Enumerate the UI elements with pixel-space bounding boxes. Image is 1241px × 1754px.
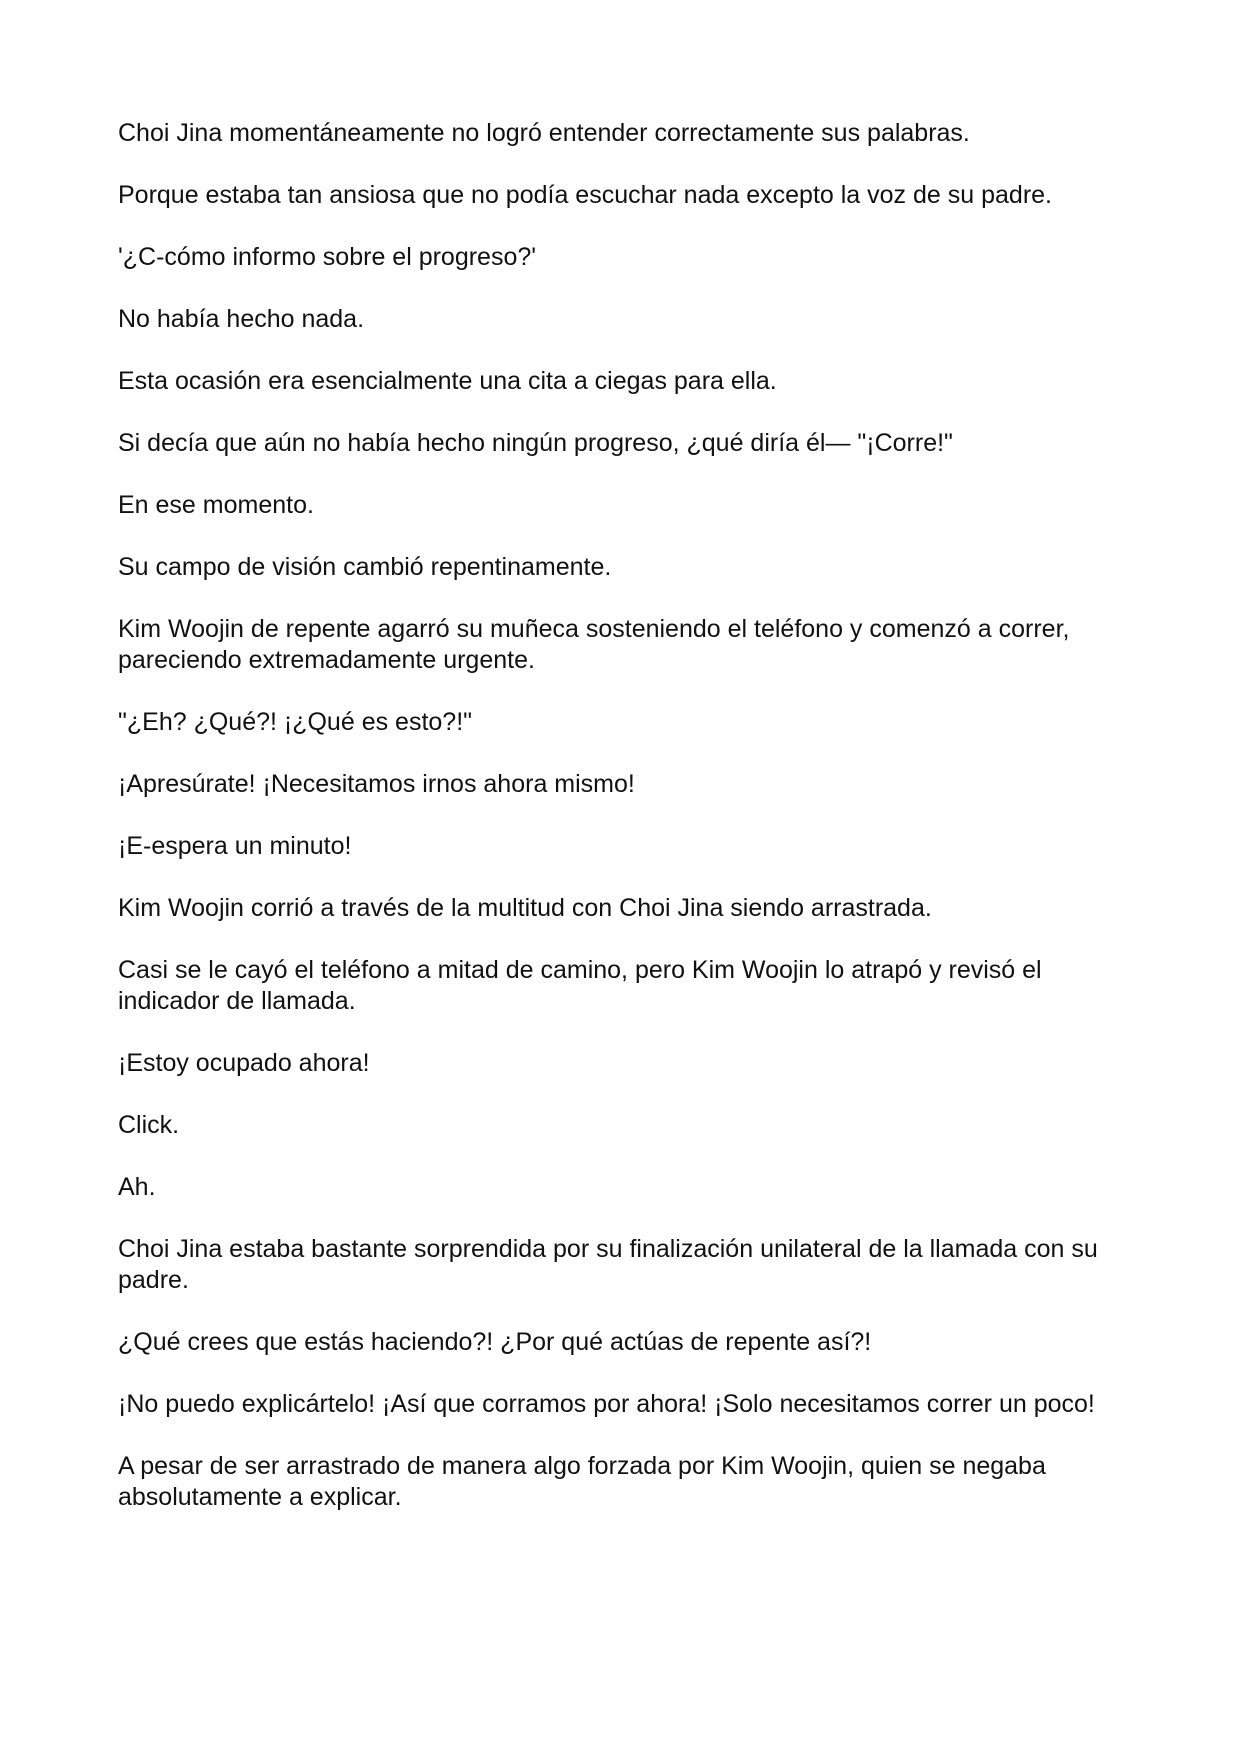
paragraph: "¿Eh? ¿Qué?! ¡¿Qué es esto?!" bbox=[118, 708, 473, 736]
paragraph: ¡No puedo explicártelo! ¡Así que corramos por ahora! ¡Solo necesitamos correr un poco! bbox=[118, 1390, 1095, 1418]
paragraph: Casi se le cayó el teléfono a mitad de camino, pero Kim Woojin lo atrapó y revisó el indicador de llamada. bbox=[118, 956, 1042, 1015]
paragraph: Choi Jina estaba bastante sorprendida por su finalización unilateral de la llamada con su padre. bbox=[118, 1235, 1098, 1294]
paragraph: Su campo de visión cambió repentinamente. bbox=[118, 553, 612, 581]
paragraph: Porque estaba tan ansiosa que no podía escuchar nada excepto la voz de su padre. bbox=[118, 181, 1052, 209]
paragraph: En ese momento. bbox=[118, 491, 314, 519]
paragraph: ¡Apresúrate! ¡Necesitamos irnos ahora mismo! bbox=[118, 770, 635, 798]
paragraph: ¿Qué crees que estás haciendo?! ¿Por qué actúas de repente así?! bbox=[118, 1328, 872, 1356]
paragraph: ¡E-espera un minuto! bbox=[118, 832, 352, 860]
paragraph: '¿C-cómo informo sobre el progreso?' bbox=[118, 243, 537, 271]
paragraph: Si decía que aún no había hecho ningún progreso, ¿qué diría él— "¡Corre!" bbox=[118, 429, 953, 457]
paragraph: ¡Estoy ocupado ahora! bbox=[118, 1049, 370, 1077]
paragraph: No había hecho nada. bbox=[118, 305, 365, 333]
paragraph: Esta ocasión era esencialmente una cita a ciegas para ella. bbox=[118, 367, 777, 395]
paragraph: Ah. bbox=[118, 1173, 156, 1201]
paragraph: Click. bbox=[118, 1111, 180, 1139]
paragraph: Kim Woojin corrió a través de la multitud con Choi Jina siendo arrastrada. bbox=[118, 894, 932, 922]
paragraph: Kim Woojin de repente agarró su muñeca sosteniendo el teléfono y comenzó a correr, pareciendo extremadamente urgente. bbox=[118, 615, 1070, 674]
paragraph: Choi Jina momentáneamente no logró entender correctamente sus palabras. bbox=[118, 119, 970, 147]
paragraph: A pesar de ser arrastrado de manera algo forzada por Kim Woojin, quien se negaba absolutamente a explicar. bbox=[118, 1452, 1046, 1511]
document-body bbox=[118, 118, 1128, 1544]
